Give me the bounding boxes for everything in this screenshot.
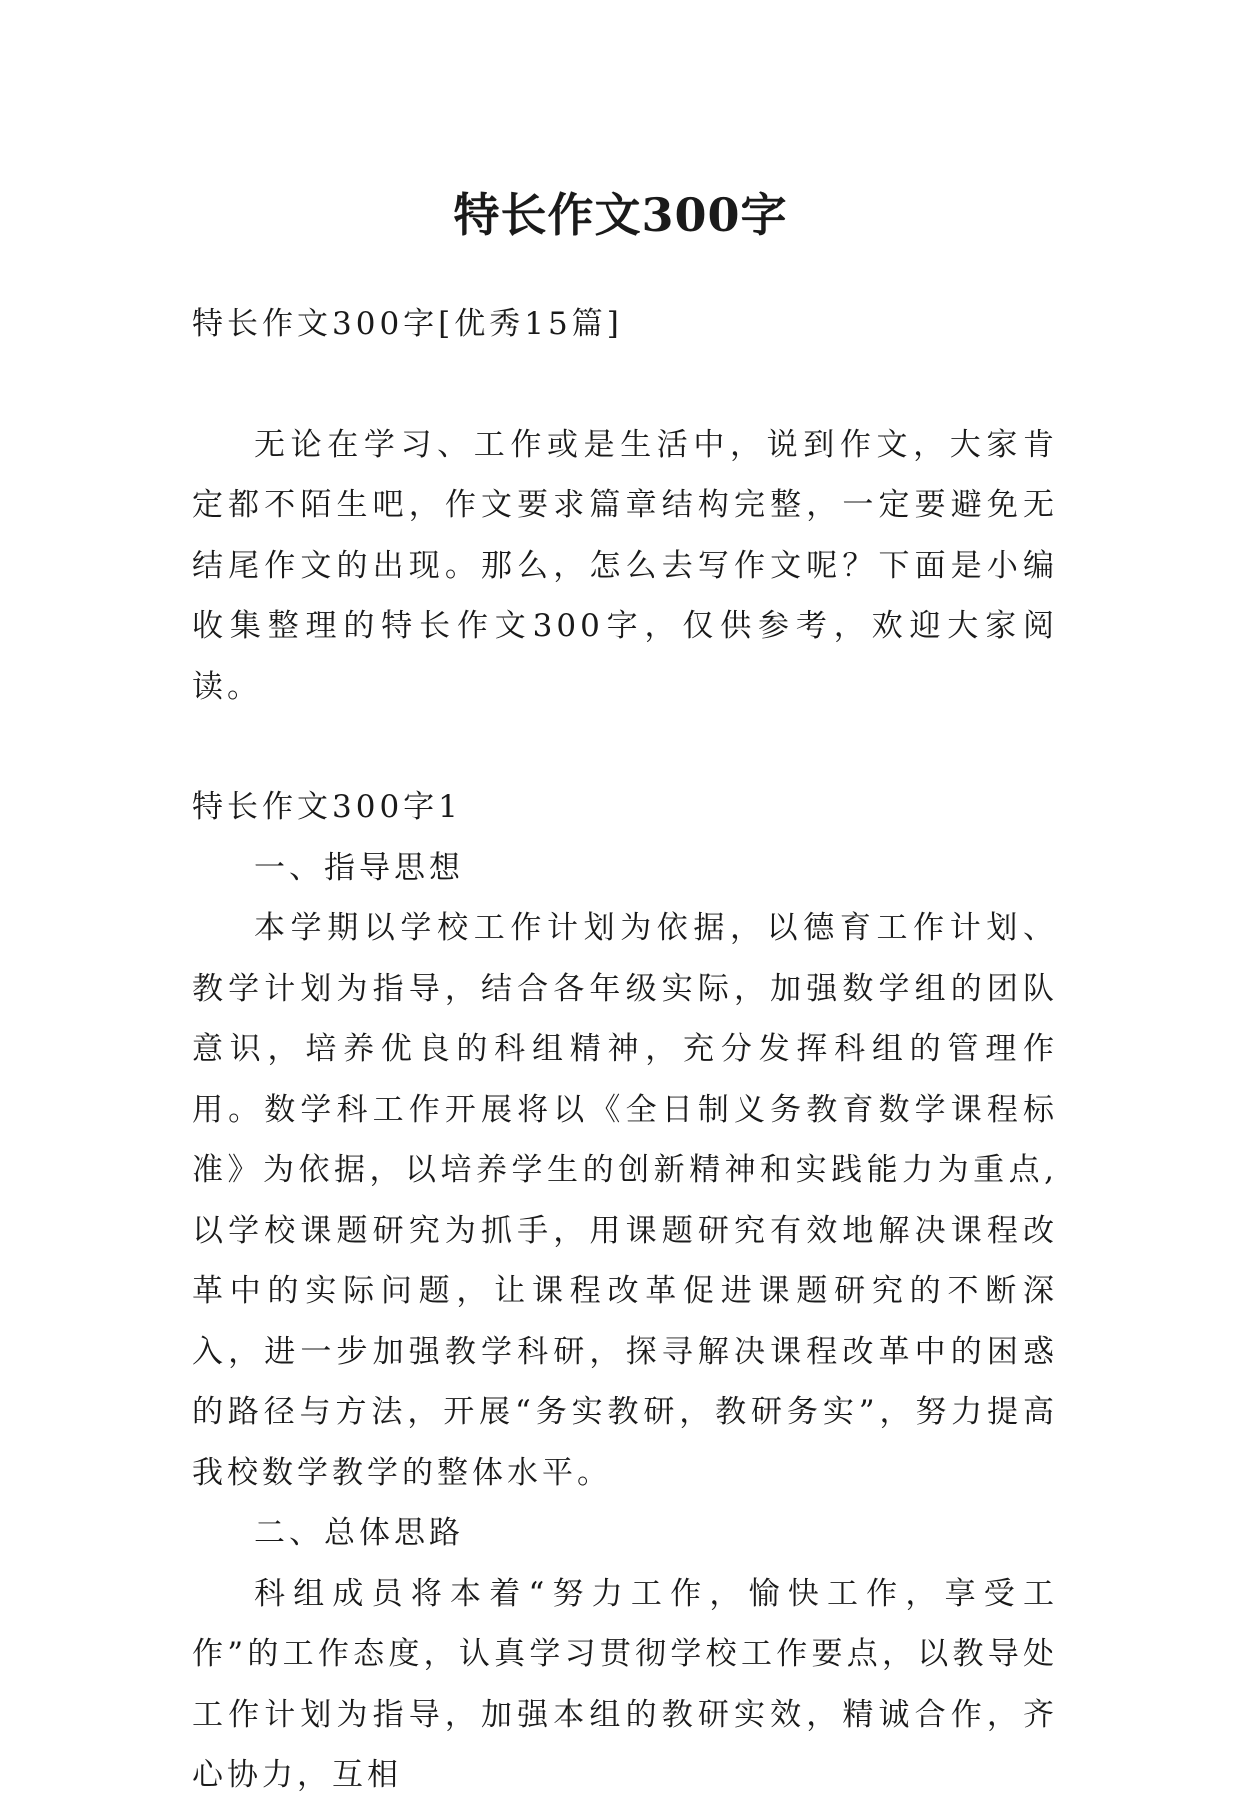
intro-paragraph: 无论在学习、工作或是生活中，说到作文，大家肯定都不陌生吧，作文要求篇章结构完整，一定要避免无结尾作文的出现。那么，怎么去写作文呢？下面是小编收集整理的特长作文300字，仅供参考，欢迎大家阅读。 bbox=[192, 426, 1058, 705]
document-body bbox=[192, 294, 1058, 1806]
document-title: 特长作文300字 bbox=[453, 187, 788, 242]
section-title: 特长作文300字1 bbox=[192, 789, 462, 825]
heading-guiding-thought: 一、指导思想 bbox=[254, 849, 464, 886]
paragraph-overall-idea: 科组成员将本着“努力工作，愉快工作，享受工作”的工作态度，认真学习贯彻学校工作要点，以教导处工作计划为指导，加强本组的教研实效，精诚合作，齐心协力，互相 bbox=[192, 1575, 1058, 1793]
heading-overall-idea: 二、总体思路 bbox=[254, 1515, 464, 1551]
document-subtitle: 特长作文300字[优秀15篇] bbox=[192, 306, 623, 342]
paragraph-guiding-thought: 本学期以学校工作计划为依据，以德育工作计划、教学计划为指导，结合各年级实际，加强数学组的团队意识，培养优良的科组精神，充分发挥科组的管理作用。数学科工作开展将以《全日制义务教育数学课程标准》为依据，以培养学生的创新精神和实践能力为重点,以学校课题研究为抓手，用课题研究有效地解决课程改革中的实际问题，让课程改革促进课题研究的不断深入，进一步加强教学科研，探寻解决课程改革中的困惑的路径与方法，开展“务实教研，教研务实”，努力提高我校数学教学的整体水平。 bbox=[192, 910, 1058, 1491]
